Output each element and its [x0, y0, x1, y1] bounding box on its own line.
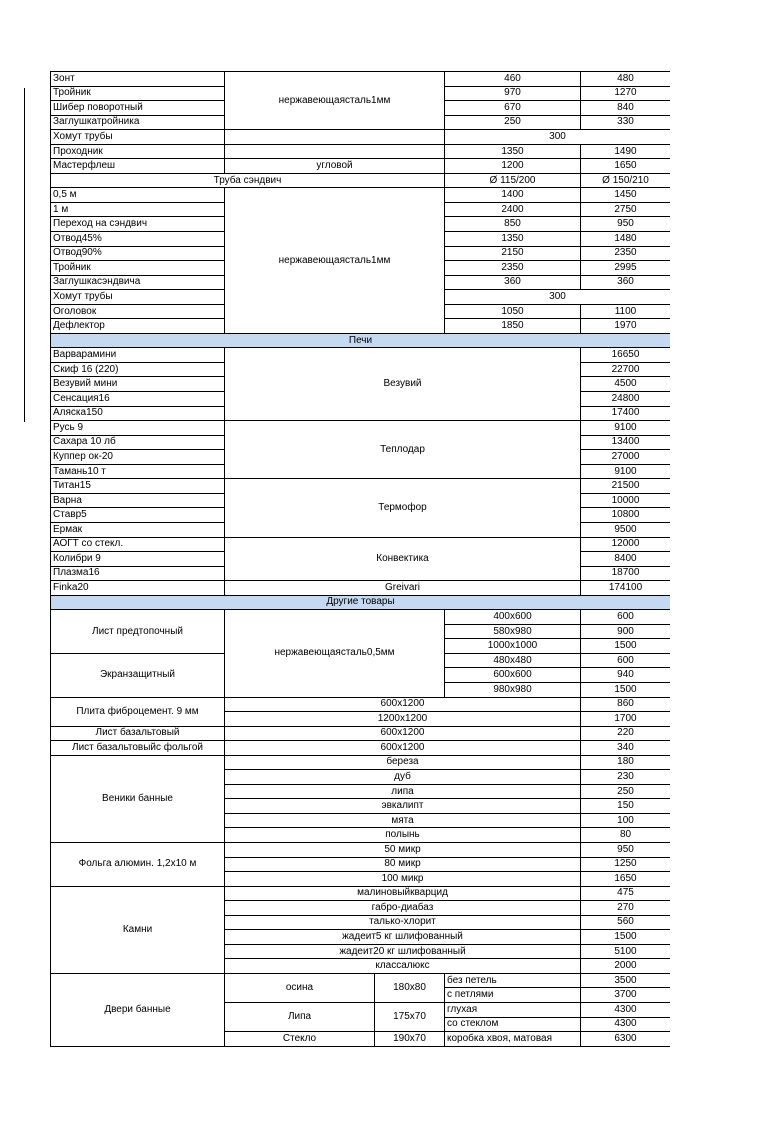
price: 5100: [581, 944, 671, 959]
price: 6300: [581, 1032, 671, 1047]
table-row: [51, 726, 671, 741]
item-name: Проходник: [51, 144, 225, 159]
kind: дуб: [225, 770, 581, 785]
price-2: 2750: [581, 202, 671, 217]
section-header-other: [51, 595, 671, 610]
item-name: Двери банные: [51, 973, 225, 1046]
price-2: 1450: [581, 188, 671, 203]
item-name: Переход на сэндвич: [51, 217, 225, 232]
item-name: АОГТ со стекл.: [51, 537, 225, 552]
price: 4300: [581, 1017, 671, 1032]
price-2: 330: [581, 115, 671, 130]
item-name: Варна: [51, 493, 225, 508]
price: 940: [581, 668, 671, 683]
door-wood: Стекло: [225, 1032, 375, 1047]
item-name: Шибер поворотный: [51, 101, 225, 116]
sandwich-header: [51, 173, 671, 188]
price-1: 250: [445, 115, 581, 130]
door-variant: глухая: [445, 1003, 581, 1018]
door-wood: Липа: [225, 1003, 375, 1032]
item-name: Варварамини: [51, 348, 225, 363]
price: 9100: [581, 464, 671, 479]
price: 16650: [581, 348, 671, 363]
price: 270: [581, 901, 671, 916]
price-1: 1350: [445, 144, 581, 159]
table-row: [51, 741, 671, 756]
price: 250: [581, 784, 671, 799]
price: 24800: [581, 392, 671, 407]
material-cell: нержавеющаясталь1мм: [225, 188, 445, 333]
price-1: 1350: [445, 232, 581, 247]
item-name: Хомут трубы: [51, 130, 225, 145]
door-size: 180х80: [375, 973, 445, 1002]
table-row: [51, 973, 671, 988]
price: 22700: [581, 362, 671, 377]
kind: классалюкс: [225, 959, 581, 974]
size: 480х480: [445, 653, 581, 668]
price: 12000: [581, 537, 671, 552]
price-1: 360: [445, 275, 581, 290]
price-1: 2150: [445, 246, 581, 261]
door-variant: коробка хвоя, матовая: [445, 1032, 581, 1047]
item-name: Finka20: [51, 581, 225, 596]
item-name: Лист базальтовыйс фольгой: [51, 741, 225, 756]
price-1: 460: [445, 72, 581, 87]
table-row: [51, 755, 671, 770]
table-row: [51, 697, 671, 712]
price: 950: [581, 842, 671, 857]
price-2: 1100: [581, 304, 671, 319]
price: 4300: [581, 1003, 671, 1018]
item-name: Куппер ок-20: [51, 450, 225, 465]
price: 600: [581, 653, 671, 668]
item-name: Скиф 16 (220): [51, 362, 225, 377]
price: 1650: [581, 872, 671, 887]
material-cell: нержавеющаясталь0,5мм: [225, 610, 445, 697]
price: 17400: [581, 406, 671, 421]
price: 3700: [581, 988, 671, 1003]
price: 174100: [581, 581, 671, 596]
price: 900: [581, 624, 671, 639]
price-single: 300: [445, 130, 671, 145]
size: 1200х1200: [225, 712, 581, 727]
price-1: 1850: [445, 319, 581, 334]
kind: 50 микр: [225, 842, 581, 857]
price: 560: [581, 915, 671, 930]
item-name: Мастерфлеш: [51, 159, 225, 174]
item-name: Ермак: [51, 522, 225, 537]
item-name: Русь 9: [51, 421, 225, 436]
price-2: 1650: [581, 159, 671, 174]
item-name: 0,5 м: [51, 188, 225, 203]
item-name: Титан15: [51, 479, 225, 494]
table-row: [51, 159, 671, 174]
price-1: 2400: [445, 202, 581, 217]
item-name: Зонт: [51, 72, 225, 87]
table-row: [51, 581, 671, 596]
item-name: Колибри 9: [51, 552, 225, 567]
kind: 80 микр: [225, 857, 581, 872]
item-name: Лист предтопочный: [51, 610, 225, 654]
item-name: Экранзащитный: [51, 653, 225, 697]
table-row: [51, 537, 671, 552]
price: 8400: [581, 552, 671, 567]
door-wood: осина: [225, 973, 375, 1002]
item-name: Тройник: [51, 86, 225, 101]
price-1: 850: [445, 217, 581, 232]
price: 3500: [581, 973, 671, 988]
table-row: [51, 421, 671, 436]
table-row: [51, 188, 671, 203]
kind: 100 микр: [225, 872, 581, 887]
item-name: Аляска150: [51, 406, 225, 421]
diameter-1: Ø 115/200: [445, 173, 581, 188]
kind: жадеит5 кг шлифованный: [225, 930, 581, 945]
price-1: 670: [445, 101, 581, 116]
price-2: 480: [581, 72, 671, 87]
item-name: Хомут трубы: [51, 290, 225, 305]
item-name: Сахара 10 лб: [51, 435, 225, 450]
margin-line: [24, 88, 25, 422]
size: 600х1200: [225, 741, 581, 756]
item-name: Оголовок: [51, 304, 225, 319]
price-2: 360: [581, 275, 671, 290]
size: 980х980: [445, 682, 581, 697]
price: 1500: [581, 930, 671, 945]
kind: липа: [225, 784, 581, 799]
item-name: Тройник: [51, 261, 225, 276]
size: 600х1200: [225, 726, 581, 741]
item-name: Веники банные: [51, 755, 225, 842]
price: 1700: [581, 712, 671, 727]
price: 230: [581, 770, 671, 785]
door-variant: без петель: [445, 973, 581, 988]
door-variant: со стеклом: [445, 1017, 581, 1032]
size: 1000х1000: [445, 639, 581, 654]
brand-cell: Greivari: [225, 581, 581, 596]
size: 580х980: [445, 624, 581, 639]
price: 860: [581, 697, 671, 712]
item-name: Сенсация16: [51, 392, 225, 407]
price: 27000: [581, 450, 671, 465]
price-table: [50, 71, 670, 1047]
price: 1500: [581, 639, 671, 654]
size: 600х600: [445, 668, 581, 683]
price-2: 2350: [581, 246, 671, 261]
price-single: 300: [445, 290, 671, 305]
table-row: [51, 348, 671, 363]
price: 21500: [581, 479, 671, 494]
price: 10000: [581, 493, 671, 508]
price-2: 950: [581, 217, 671, 232]
price-1: 1050: [445, 304, 581, 319]
item-name: 1 м: [51, 202, 225, 217]
price-2: 840: [581, 101, 671, 116]
price: 1250: [581, 857, 671, 872]
price: 475: [581, 886, 671, 901]
price: 9500: [581, 522, 671, 537]
kind: береза: [225, 755, 581, 770]
price: 80: [581, 828, 671, 843]
table-row: [51, 479, 671, 494]
price: 600: [581, 610, 671, 625]
material-cell: угловой: [225, 159, 445, 174]
table-row: [51, 610, 671, 625]
price: 1500: [581, 682, 671, 697]
door-size: 175х70: [375, 1003, 445, 1032]
size: 400х600: [445, 610, 581, 625]
item-name: Плита фиброцемент. 9 мм: [51, 697, 225, 726]
kind: мята: [225, 813, 581, 828]
kind: талько-хлорит: [225, 915, 581, 930]
size: 600х1200: [225, 697, 581, 712]
price: 100: [581, 813, 671, 828]
diameter-2: Ø 150/210: [581, 173, 671, 188]
price-1: 1400: [445, 188, 581, 203]
price: 18700: [581, 566, 671, 581]
door-size: 190х70: [375, 1032, 445, 1047]
item-name: Камни: [51, 886, 225, 973]
table-row: [51, 130, 671, 145]
price: 150: [581, 799, 671, 814]
section-header-stoves: [51, 333, 671, 348]
table-row: [51, 72, 671, 87]
kind: полынь: [225, 828, 581, 843]
section-title: Печи: [51, 333, 671, 348]
price: 340: [581, 741, 671, 756]
price: 2000: [581, 959, 671, 974]
item-name: Заглушкасэндвича: [51, 275, 225, 290]
price: 180: [581, 755, 671, 770]
item-name: Отвод90%: [51, 246, 225, 261]
kind: жадеит20 кг шлифованный: [225, 944, 581, 959]
price: 13400: [581, 435, 671, 450]
item-name: Отвод45%: [51, 232, 225, 247]
item-name: Дефлектор: [51, 319, 225, 334]
price-1: 970: [445, 86, 581, 101]
item-name: Тамань10 т: [51, 464, 225, 479]
door-variant: с петлями: [445, 988, 581, 1003]
brand-cell: Везувий: [225, 348, 581, 421]
sandwich-title: Труба сэндвич: [51, 173, 445, 188]
kind: габро-диабаз: [225, 901, 581, 916]
price-sheet: [50, 71, 670, 1049]
price: 10800: [581, 508, 671, 523]
section-title: Другие товары: [51, 595, 671, 610]
price-2: 1270: [581, 86, 671, 101]
item-name: Плазма16: [51, 566, 225, 581]
price: 9100: [581, 421, 671, 436]
item-name: Заглушкатройника: [51, 115, 225, 130]
kind: малиновыйкварцид: [225, 886, 581, 901]
table-row: [51, 842, 671, 857]
price-2: 1490: [581, 144, 671, 159]
price: 220: [581, 726, 671, 741]
brand-cell: Конвектика: [225, 537, 581, 581]
material-cell: нержавеющаясталь1мм: [225, 72, 445, 130]
price-2: 2995: [581, 261, 671, 276]
item-name: Фольга алюмин. 1,2х10 м: [51, 842, 225, 886]
price-2: 1480: [581, 232, 671, 247]
table-row: [51, 886, 671, 901]
price-2: 1970: [581, 319, 671, 334]
table-row: [51, 144, 671, 159]
price: 4500: [581, 377, 671, 392]
price-1: 2350: [445, 261, 581, 276]
item-name: Лист базальтовый: [51, 726, 225, 741]
item-name: Ставр5: [51, 508, 225, 523]
kind: эвкалипт: [225, 799, 581, 814]
item-name: Везувий мини: [51, 377, 225, 392]
brand-cell: Теплодар: [225, 421, 581, 479]
brand-cell: Термофор: [225, 479, 581, 537]
price-1: 1200: [445, 159, 581, 174]
